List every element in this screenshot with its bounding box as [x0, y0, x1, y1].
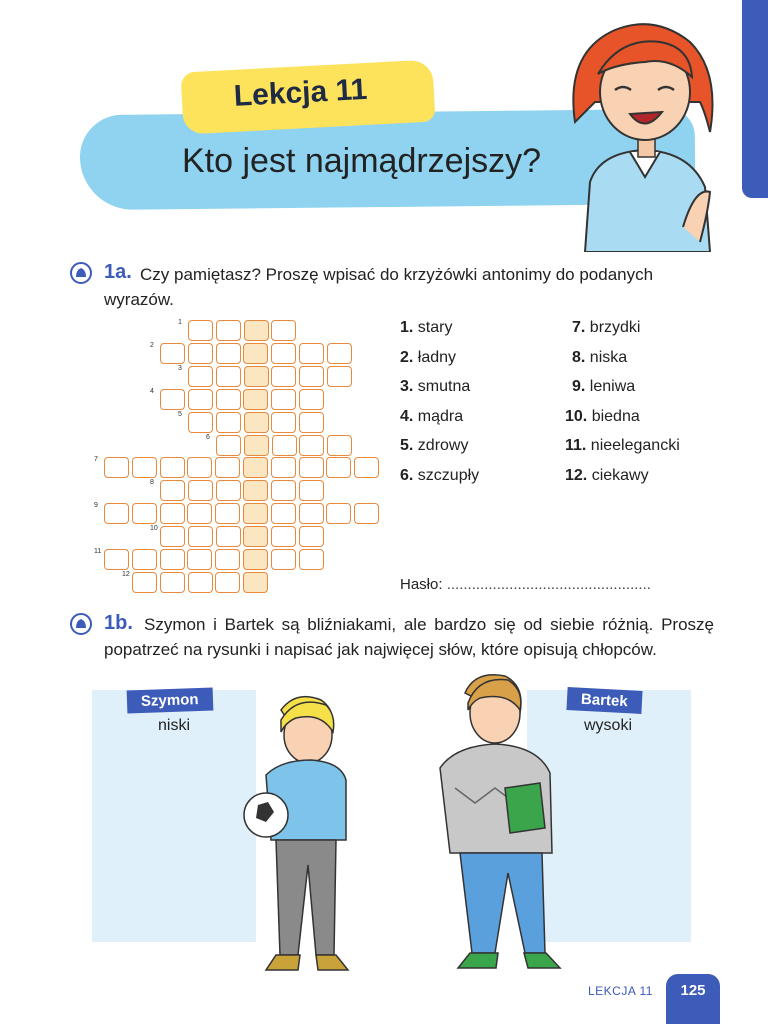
- haslo-label: Hasło:: [400, 576, 443, 593]
- crossword-row-number: 2: [150, 341, 154, 349]
- crossword-row-number: 1: [178, 319, 182, 326]
- pencil-hand-icon: [70, 613, 92, 635]
- page-title: Kto jest najmądrzejszy?: [182, 142, 542, 180]
- clue-word: nieelegancki: [586, 437, 680, 454]
- clue-word: zdrowy: [413, 437, 469, 454]
- crossword-cell[interactable]: [354, 503, 379, 524]
- clue-number: 10.: [565, 407, 588, 425]
- crossword-cell[interactable]: [215, 549, 240, 570]
- clue-number: 6.: [400, 466, 414, 484]
- bartek-illustration: [420, 668, 570, 978]
- clue-item: [400, 349, 456, 367]
- clue-item: [400, 378, 470, 396]
- crossword-cell[interactable]: [188, 526, 213, 547]
- crossword-cell[interactable]: [160, 572, 185, 593]
- clue-item: [400, 467, 479, 485]
- crossword-key-cell[interactable]: [244, 320, 269, 341]
- lesson-label: Lekcja 11: [233, 72, 368, 113]
- crossword-cell[interactable]: [132, 503, 157, 524]
- clue-number: 11.: [565, 437, 587, 454]
- crossword-cell[interactable]: [104, 457, 129, 478]
- girl-illustration: [560, 12, 730, 252]
- clue-number: 9.: [572, 378, 586, 395]
- crossword-cell[interactable]: [188, 343, 213, 364]
- clue-word: mądra: [413, 407, 464, 425]
- crossword-cell[interactable]: [299, 389, 324, 410]
- clue-word: niska: [585, 348, 628, 366]
- crossword-cell[interactable]: [272, 435, 297, 456]
- crossword-cell[interactable]: [215, 572, 240, 593]
- exercise-1b-instruction: Szymon i Bartek są bliźniakami, ale bardzo się od siebie różnią. Proszę popatrzeć na rysunki i napisać jak najwięcej słów, które opisują chłopców.: [104, 615, 714, 659]
- crossword-cell[interactable]: [326, 503, 351, 524]
- crossword-row-number: 4: [150, 387, 154, 395]
- crossword-cell[interactable]: [160, 503, 185, 524]
- crossword-cell[interactable]: [160, 389, 185, 410]
- clue-number: 4.: [400, 407, 414, 425]
- crossword-cell[interactable]: [132, 549, 157, 570]
- crossword-cell[interactable]: [132, 572, 157, 593]
- crossword-key-cell[interactable]: [244, 366, 269, 387]
- chapter-side-tab: [742, 0, 768, 198]
- crossword-cell[interactable]: [216, 320, 241, 341]
- crossword-cell[interactable]: [132, 457, 157, 478]
- crossword-cell[interactable]: [271, 412, 296, 433]
- crossword-key-cell[interactable]: [243, 480, 268, 501]
- crossword-cell[interactable]: [271, 366, 296, 387]
- clue-word: szczupły: [413, 466, 480, 484]
- crossword-cell[interactable]: [216, 526, 241, 547]
- crossword-cell[interactable]: [216, 435, 241, 456]
- clue-item: [565, 408, 640, 426]
- crossword-cell[interactable]: [299, 480, 324, 501]
- haslo-line: [400, 576, 651, 593]
- crossword-row-number: 3: [178, 364, 182, 372]
- crossword-cell[interactable]: [271, 526, 296, 547]
- bartek-example-word: wysoki: [584, 717, 633, 734]
- clue-word: stary: [413, 319, 453, 336]
- clue-number: 7.: [572, 319, 586, 336]
- crossword-cell[interactable]: [188, 480, 213, 501]
- crossword-cell[interactable]: [188, 366, 213, 387]
- exercise-1b-number: 1b.: [104, 612, 133, 634]
- crossword-row-number: 11: [94, 548, 102, 555]
- crossword-cell[interactable]: [216, 389, 241, 410]
- clue-item: [572, 319, 640, 337]
- szymon-example-word: niski: [158, 717, 191, 734]
- crossword-cell[interactable]: [299, 435, 324, 456]
- crossword-key-cell[interactable]: [244, 412, 269, 433]
- crossword-cell[interactable]: [327, 366, 352, 387]
- clue-item: [572, 378, 635, 396]
- crossword-cell[interactable]: [216, 480, 241, 501]
- crossword-cell[interactable]: [187, 503, 212, 524]
- crossword-cell[interactable]: [216, 366, 241, 387]
- clue-number: 5.: [400, 437, 414, 454]
- haslo-answer-field[interactable]: .................................................: [446, 576, 651, 593]
- crossword-key-cell[interactable]: [243, 343, 268, 364]
- crossword-cell[interactable]: [215, 503, 240, 524]
- szymon-illustration: [236, 690, 366, 980]
- clue-item: [565, 467, 649, 485]
- crossword-cell[interactable]: [354, 457, 379, 478]
- crossword-cell[interactable]: [188, 389, 213, 410]
- crossword-cell[interactable]: [160, 457, 185, 478]
- crossword-row-number: 10: [150, 525, 158, 533]
- clue-number: 8.: [572, 348, 586, 366]
- exercise-1a-number: 1a.: [104, 261, 132, 283]
- crossword-cell[interactable]: [299, 457, 324, 478]
- crossword-cell[interactable]: [327, 343, 352, 364]
- footer-lesson-label: LEKCJA 11: [588, 984, 653, 998]
- crossword-cell[interactable]: [104, 503, 129, 524]
- clue-item: [565, 437, 680, 455]
- crossword-row-number: 5: [178, 410, 182, 418]
- clue-word: ciekawy: [587, 466, 649, 484]
- crossword-grid: [0, 0, 400, 600]
- crossword-cell[interactable]: [327, 435, 352, 456]
- clue-number: 12.: [565, 466, 588, 484]
- crossword-row-number: 12: [122, 570, 130, 578]
- page-number: 125: [666, 974, 720, 1024]
- clue-word: biedna: [587, 407, 640, 425]
- crossword-cell[interactable]: [271, 343, 296, 364]
- crossword-key-cell[interactable]: [244, 435, 269, 456]
- crossword-cell[interactable]: [271, 549, 296, 570]
- clue-word: smutna: [413, 378, 471, 395]
- crossword-cell[interactable]: [271, 389, 296, 410]
- crossword-cell[interactable]: [299, 343, 324, 364]
- crossword-cell[interactable]: [299, 412, 324, 433]
- crossword-key-cell[interactable]: [243, 389, 268, 410]
- clue-number: 1.: [400, 319, 414, 336]
- crossword-row-number: 8: [150, 479, 154, 487]
- bartek-name-tag: Bartek: [566, 687, 642, 714]
- crossword-cell[interactable]: [271, 457, 296, 478]
- clue-item: [400, 437, 468, 455]
- crossword-cell[interactable]: [160, 343, 185, 364]
- crossword-key-cell[interactable]: [243, 549, 268, 570]
- crossword-cell[interactable]: [299, 366, 324, 387]
- exercise-1a-instruction: Czy pamiętasz? Proszę wpisać do krzyżówki antonimy do podanych wyrazów.: [104, 265, 654, 309]
- crossword-key-cell[interactable]: [243, 503, 268, 524]
- crossword-cell[interactable]: [299, 526, 324, 547]
- crossword-cell[interactable]: [188, 572, 213, 593]
- clue-word: brzydki: [585, 319, 641, 336]
- crossword-key-cell[interactable]: [243, 457, 268, 478]
- crossword-cell[interactable]: [160, 480, 185, 501]
- crossword-cell[interactable]: [187, 549, 212, 570]
- crossword-cell[interactable]: [215, 457, 240, 478]
- crossword-row-number: 7: [94, 456, 98, 464]
- clue-item: [400, 319, 452, 337]
- crossword-cell[interactable]: [160, 526, 185, 547]
- crossword-cell[interactable]: [188, 412, 213, 433]
- crossword-key-cell[interactable]: [243, 572, 268, 593]
- szymon-name-tag: Szymon: [127, 688, 213, 714]
- crossword-cell[interactable]: [271, 503, 296, 524]
- clue-item: [400, 408, 463, 426]
- crossword-cell[interactable]: [271, 480, 296, 501]
- crossword-cell[interactable]: [271, 320, 296, 341]
- crossword-row-number: 9: [94, 502, 98, 510]
- crossword-cell[interactable]: [216, 412, 241, 433]
- clue-number: 3.: [400, 378, 414, 395]
- crossword-row-number: 6: [206, 433, 210, 441]
- crossword-cell[interactable]: [188, 320, 213, 341]
- crossword-cell[interactable]: [299, 549, 324, 570]
- clue-word: ładny: [413, 348, 457, 366]
- clue-item: [572, 349, 627, 367]
- crossword-key-cell[interactable]: [243, 526, 268, 547]
- crossword-cell[interactable]: [160, 549, 185, 570]
- crossword-cell[interactable]: [187, 457, 212, 478]
- crossword-cell[interactable]: [326, 457, 351, 478]
- crossword-cell[interactable]: [216, 343, 241, 364]
- clue-number: 2.: [400, 348, 414, 366]
- crossword-cell[interactable]: [104, 549, 129, 570]
- clue-word: leniwa: [585, 378, 636, 395]
- crossword-cell[interactable]: [299, 503, 324, 524]
